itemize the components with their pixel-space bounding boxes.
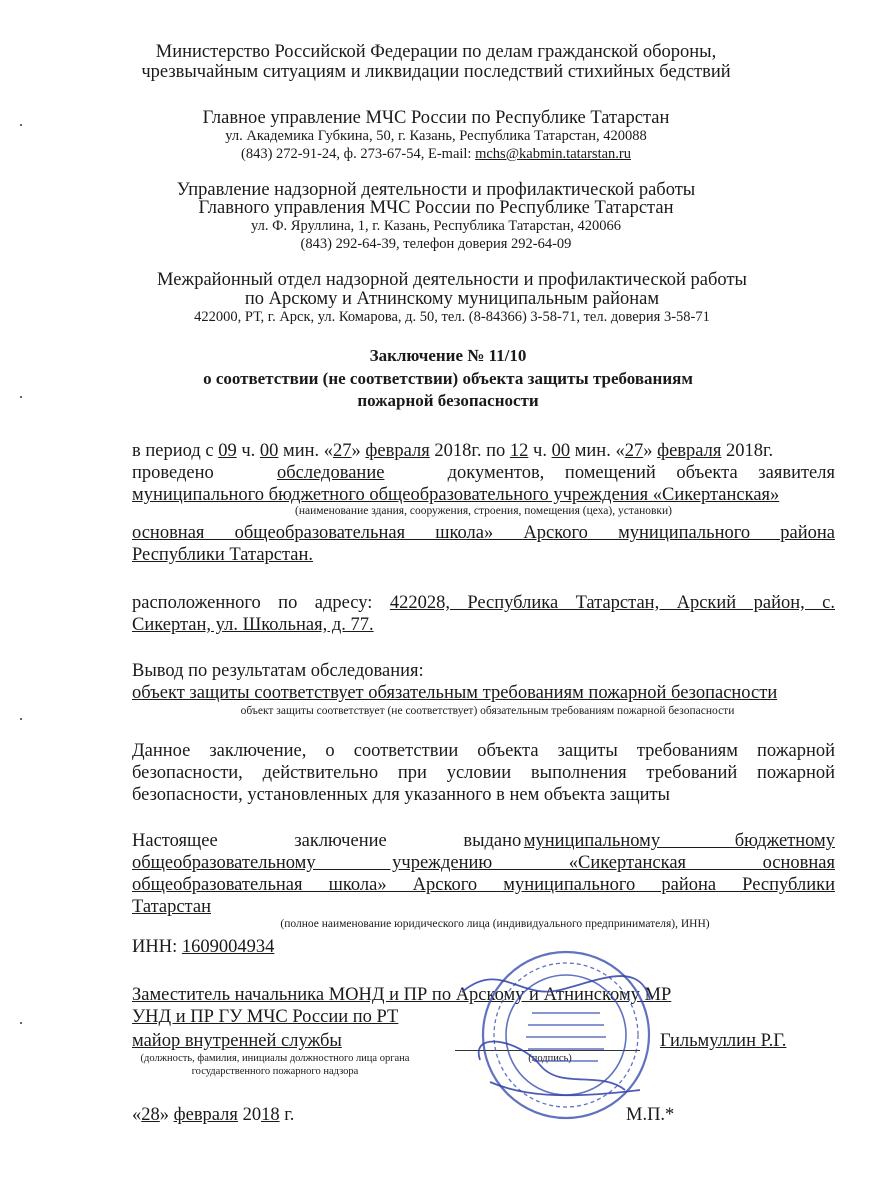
validity-line-3: безопасности, установленных для указанного в нем объекта защиты [132,785,670,805]
issued-prefix: Настоящее заключение выдано [132,831,522,851]
signature-caption: (подпись) [528,1053,572,1064]
text: » [159,1105,174,1125]
validity-line-2: безопасности, действительно при условии выполнения требований пожарной [132,763,835,783]
issued-name-4: Татарстан [132,897,211,917]
text: « [132,1105,142,1125]
issue-month: февраля [173,1105,238,1125]
start-day: 27 [333,441,352,461]
und-phone: (843) 292-64-39, телефон доверия 292-64-09 [300,236,572,252]
text: » [643,441,658,461]
und-address: ул. Ф. Яруллина, 1, г. Казань, Республика Татарстан, 420066 [250,218,622,234]
mond-line-1: Межрайонный отдел надзорной деятельности и профилактической работы [157,270,747,290]
object-name-1: муниципального бюджетного общеобразовательного учреждения «Сикертанская» [132,485,780,505]
conclusion-caption: объект защиты соответствует (не соответствует) обязательным требованиям пожарной безопасности [240,705,735,717]
signer-name: Гильмуллин Р.Г. [660,1031,787,1051]
address-prefix: расположенного по адресу: [132,593,390,613]
issue-date [132,1104,432,1126]
scan-speck [20,1022,22,1024]
validity-line-1: Данное заключение, о соответствии объекта защиты требованиям пожарной [132,741,835,761]
text: ч. [236,441,260,461]
stamp-outer-ring [483,952,649,1118]
address-value-2: Сикертан, ул. Школьная, д. 77. [132,615,374,635]
text: » [351,441,366,461]
mond-line-2: по Арскому и Атнинскому муниципальным районам [244,289,660,309]
gu-email-link[interactable]: mchs@kabmin.tatarstan.ru [475,146,631,162]
inspection-rest: документов, помещений объекта заявителя [447,463,835,483]
end-day: 27 [624,441,644,461]
gu-contacts [0,146,872,163]
conclusion-subject: о соответствии (не соответствии) объекта защиты требованиям [203,369,693,388]
issued-name-1: муниципальному бюджетному [523,831,835,851]
scan-speck [20,396,22,398]
issue-year: 18 [261,1105,280,1125]
signer-rank: майор внутренней службы [132,1031,342,1051]
address-value-1: 422028, Республика Татарстан, Арский район, с. [389,593,835,613]
gu-title: Главное управление МЧС России по Республике Татарстан [202,108,670,128]
ministry-line-2: чрезвычайным ситуациям и ликвидации последствий стихийных бедствий [141,62,731,82]
object-name-2: основная общеобразовательная школа» Арского муниципального района [132,523,835,543]
inspection-line [132,462,835,484]
address-line-1 [132,592,835,614]
ministry-line-1: Министерство Российской Федерации по делам гражданской обороны, [155,42,717,62]
inspection-prefix: проведено [132,463,214,483]
issue-day: 28 [141,1105,160,1125]
inspection-type: обследование [276,463,385,483]
scan-speck [20,718,22,720]
text: г. [279,1105,295,1125]
start-hour: 09 [218,441,237,461]
issued-line-1 [132,830,835,852]
und-line-2: Главного управления МЧС России по Республике Татарстан [198,198,674,218]
end-month: февраля [657,441,722,461]
inn-line [132,936,835,958]
scan-speck [20,124,22,126]
text: 2018г. [721,441,774,461]
gu-phone: (843) 272-91-24, ф. 273-67-54, E-mail: [240,146,476,162]
signer-position-2: УНД и ПР ГУ МЧС России по РТ [132,1007,399,1027]
conclusion-subject-2: пожарной безопасности [357,391,539,410]
text: в период с [132,441,219,461]
inn-value: 1609004934 [181,937,275,957]
stamp-place-mark: М.П.* [626,1105,675,1125]
end-hour: 12 [509,441,529,461]
text: 2018г. по [429,441,510,461]
issued-caption: (полное наименование юридического лица (индивидуального предпринимателя), ИНН) [280,918,710,930]
stamp-seal [483,952,649,1118]
period-line [132,440,835,462]
signer-caption-1: (должность, фамилия, инициалы должностного лица органа [140,1053,410,1064]
und-line-1: Управление надзорной деятельности и профилактической работы [176,180,696,200]
signer-caption-2: государственного пожарного надзора [191,1066,359,1077]
object-name-3: Республики Татарстан. [132,545,314,565]
text: 20 [237,1105,262,1125]
start-month: февраля [365,441,430,461]
conclusion-label: Вывод по результатам обследования: [132,661,424,681]
signature-line [455,1050,640,1051]
text: мин. « [570,441,625,461]
inn-label: ИНН: [132,937,182,957]
gu-address: ул. Академика Губкина, 50, г. Казань, Республика Татарстан, 420088 [225,128,647,144]
object-caption: (наименование здания, сооружения, строения, помещения (цеха), установки) [295,505,672,517]
signer-position-1: Заместитель начальника МОНД и ПР по Арскому и Атнинскому МР [132,985,672,1005]
issued-name-2: общеобразовательному учреждению «Сикертанская основная [132,853,835,873]
start-minute: 00 [259,441,279,461]
text: ч. [528,441,552,461]
text: мин. « [278,441,334,461]
issued-name-3: общеобразовательная школа» Арского муниципального района Республики [132,875,835,895]
conclusion-number: Заключение № 11/10 [369,346,527,365]
conclusion-result: объект защиты соответствует обязательным требованиям пожарной безопасности [132,683,778,703]
mond-address: 422000, РТ, г. Арск, ул. Комарова, д. 50, тел. (8-84366) 3-58-71, тел. доверия 3-58-71 [194,309,710,325]
end-minute: 00 [551,441,571,461]
